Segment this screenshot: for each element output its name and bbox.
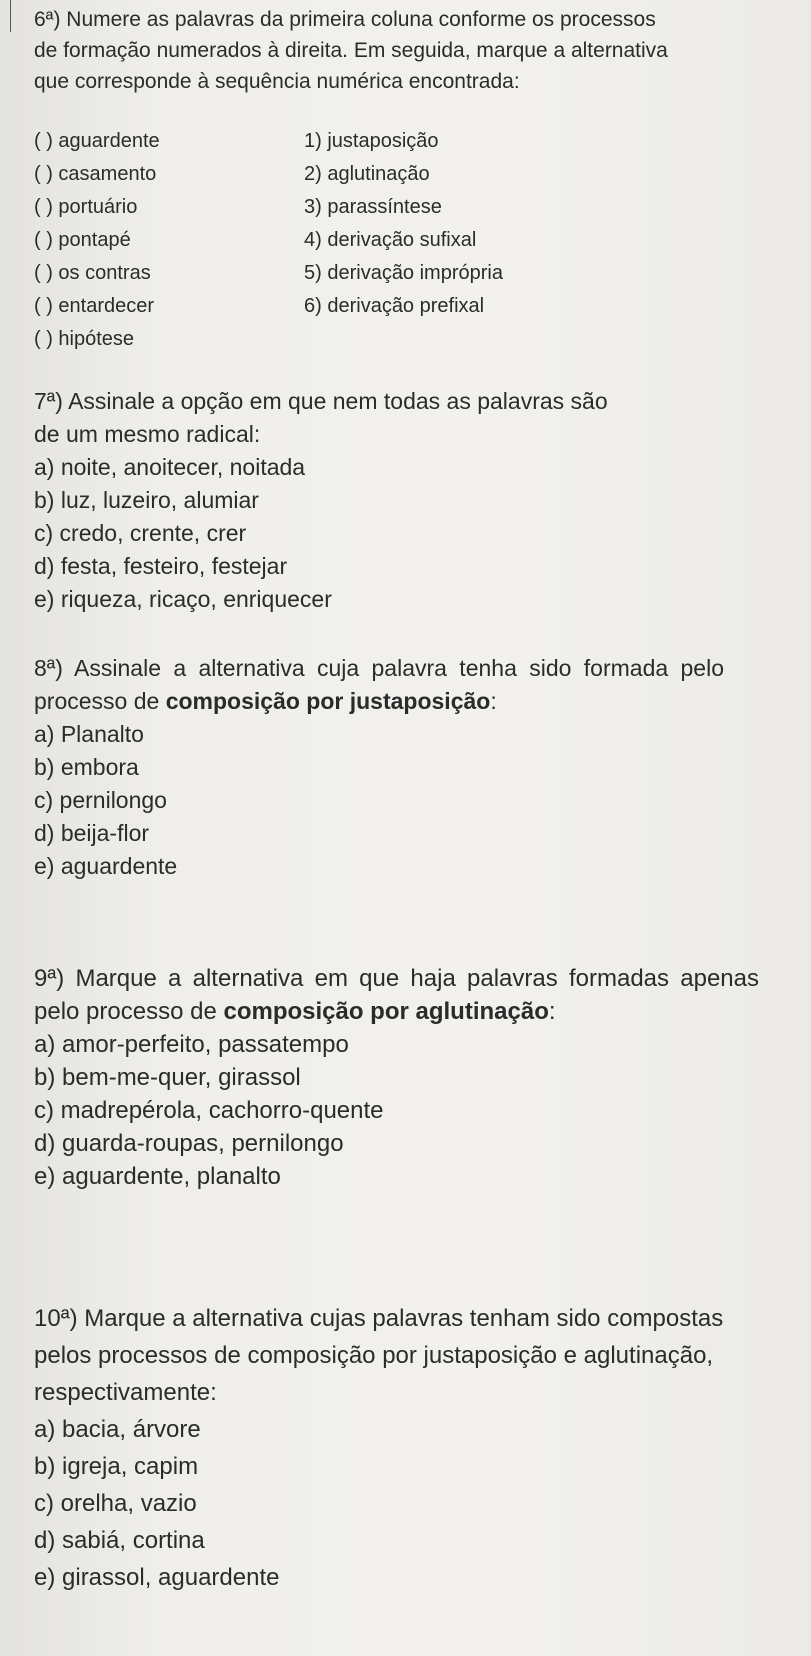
option-b[interactable]: b) luz, luzeiro, alumiar: [34, 487, 259, 513]
question-8-title-bold: composição por justaposição: [165, 688, 491, 714]
match-process: 5) derivação imprópria: [304, 262, 503, 284]
option-c[interactable]: c) credo, crente, crer: [34, 520, 247, 546]
option-e[interactable]: e) girassol, aguardente: [34, 1564, 280, 1591]
question-8: [34, 652, 724, 883]
option-a[interactable]: a) Planalto: [34, 721, 144, 747]
option-b[interactable]: b) igreja, capim: [34, 1453, 199, 1480]
option-a[interactable]: a) bacia, árvore: [34, 1416, 201, 1443]
match-process: 3) parassíntese: [304, 196, 442, 218]
question-9-title: [34, 962, 759, 1028]
question-9-title-end: :: [548, 998, 556, 1025]
option-a[interactable]: a) amor-perfeito, passatempo: [34, 1031, 349, 1058]
match-word: ( ) aguardente: [34, 130, 160, 152]
option-c[interactable]: c) pernilongo: [34, 787, 167, 813]
match-process: 1) justaposição: [304, 130, 439, 152]
option-d[interactable]: d) festa, festeiro, festejar: [34, 553, 288, 579]
match-process: 6) derivação prefixal: [304, 295, 485, 317]
match-word: ( ) portuário: [34, 196, 138, 218]
question-9-title-start: 9ª) Marque a alternativa em que haja palavras formadas apenas pelo processo de: [34, 965, 759, 1025]
question-6-title: 6ª) Numere as palavras da primeira coluna conforme os processos de formação numerados à direita. Em seguida, marque a alternativa que corresponde à sequência numérica encontrada:: [34, 8, 668, 93]
option-d[interactable]: d) sabiá, cortina: [34, 1527, 205, 1554]
option-d[interactable]: d) beija-flor: [34, 820, 150, 846]
page-edge-line: [10, 0, 11, 32]
option-b[interactable]: b) embora: [34, 754, 139, 780]
question-9: [34, 962, 759, 1193]
match-word: ( ) hipótese: [34, 328, 135, 350]
match-word: ( ) os contras: [34, 262, 151, 284]
question-6: [34, 4, 674, 97]
match-word: ( ) pontapé: [34, 229, 131, 251]
question-7: [34, 385, 634, 616]
option-c[interactable]: c) orelha, vazio: [34, 1490, 197, 1517]
question-9-title-bold: composição por aglutinação: [223, 998, 549, 1025]
option-e[interactable]: e) aguardente: [34, 853, 178, 879]
option-e[interactable]: e) aguardente, planalto: [34, 1163, 281, 1190]
option-e[interactable]: e) riqueza, ricaço, enriquecer: [34, 586, 332, 612]
question-10: [34, 1300, 774, 1596]
question-8-title: [34, 652, 724, 718]
option-b[interactable]: b) bem-me-quer, girassol: [34, 1064, 301, 1091]
question-8-title-start: 8ª) Assinale a alternativa cuja palavra tenha sido formada pelo processo de: [34, 655, 724, 714]
match-word: ( ) entardecer: [34, 295, 155, 317]
question-10-title: 10ª) Marque a alternativa cujas palavras tenham sido compostas pelos processos de composição por justaposição e aglutinação, respectivamente:: [34, 1305, 724, 1406]
match-process: 4) derivação sufixal: [304, 229, 477, 251]
option-d[interactable]: d) guarda-roupas, pernilongo: [34, 1130, 344, 1157]
option-c[interactable]: c) madrepérola, cachorro-quente: [34, 1097, 384, 1124]
question-8-title-end: :: [490, 688, 497, 714]
match-word: ( ) casamento: [34, 163, 157, 185]
question-7-title: 7ª) Assinale a opção em que nem todas as palavras são de um mesmo radical:: [34, 388, 608, 447]
option-a[interactable]: a) noite, anoitecer, noitada: [34, 454, 306, 480]
match-process: 2) aglutinação: [304, 163, 430, 185]
